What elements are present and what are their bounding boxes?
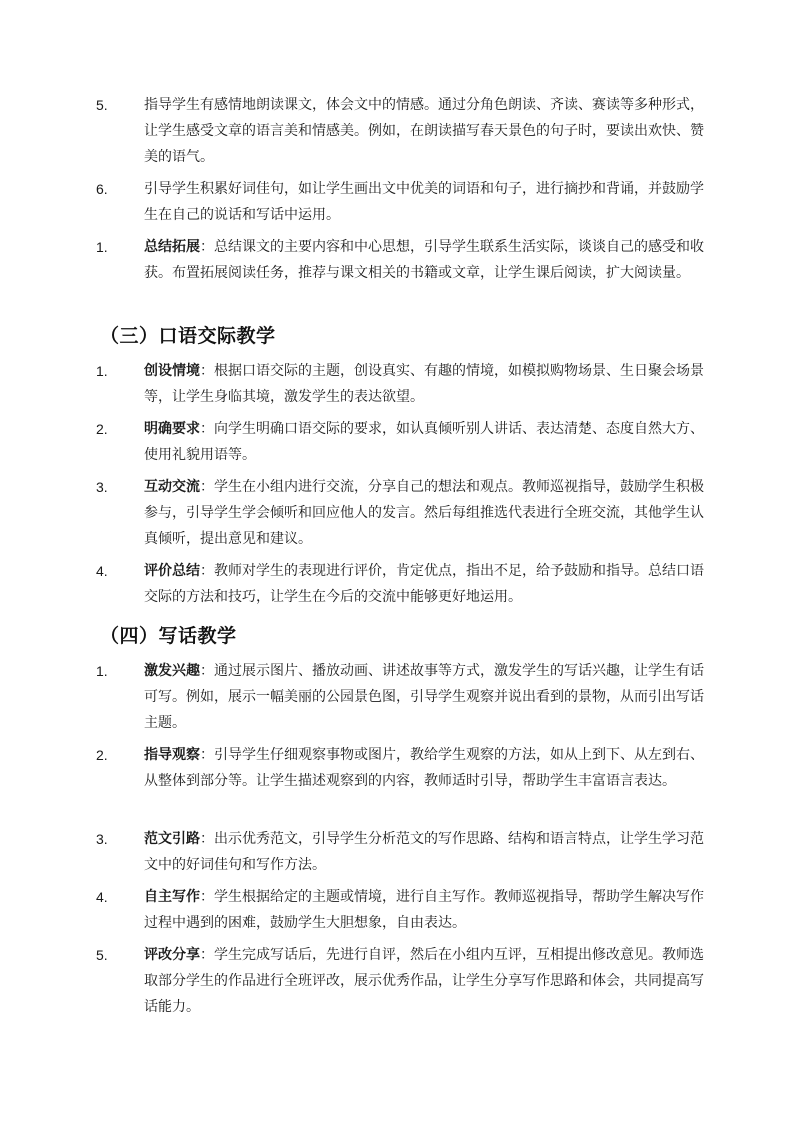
item-label: 激发兴趣 — [144, 663, 200, 679]
item-text — [144, 826, 704, 878]
list-item — [0, 658, 794, 742]
item-number: 1. — [96, 363, 108, 379]
section-heading-writing: （四）写话教学 — [100, 625, 237, 647]
item-text — [144, 658, 704, 736]
item-text — [144, 942, 704, 1020]
item-number: 2. — [96, 747, 108, 763]
item-label: 评改分享 — [144, 947, 200, 963]
oral-communication-list — [0, 358, 794, 616]
item-label: 自主写作 — [144, 889, 200, 905]
item-text — [144, 92, 704, 170]
item-label: 范文引路 — [144, 831, 200, 847]
item-number: 4. — [96, 563, 108, 579]
list-item — [0, 942, 794, 1026]
item-body: ：学生在小组内进行交流，分享自己的想法和观点。教师巡视指导，鼓励学生积极参与，引导学生学会倾听和回应他人的发言。然后每组推选代表进行全班交流，其他学生认真倾听，提出意见和建议。 — [144, 479, 704, 547]
item-text — [144, 234, 704, 286]
list-item — [0, 826, 794, 884]
writing-teaching-list — [0, 658, 794, 1026]
item-body: ：学生根据给定的主题或情境，进行自主写作。教师巡视指导，帮助学生解决写作过程中遇到的困难，鼓励学生大胆想象，自由表达。 — [144, 889, 704, 931]
item-body: ：根据口语交际的主题，创设真实、有趣的情境，如模拟购物场景、生日聚会场景等，让学生身临其境，激发学生的表达欲望。 — [144, 363, 704, 405]
item-text — [144, 176, 704, 228]
item-text — [144, 742, 704, 794]
item-number: 1. — [96, 239, 108, 255]
list-item — [0, 416, 794, 474]
item-body: ：通过展示图片、播放动画、讲述故事等方式，激发学生的写话兴趣，让学生有话可写。例如，展示一幅美丽的公园景色图，引导学生观察并说出看到的景物，从而引出写话主题。 — [144, 663, 704, 731]
item-text — [144, 474, 704, 552]
item-number: 4. — [96, 889, 108, 905]
list-item — [0, 176, 794, 234]
item-body: ：向学生明确口语交际的要求，如认真倾听别人讲话、表达清楚、态度自然大方、使用礼貌用语等。 — [144, 421, 704, 463]
item-label: 创设情境 — [144, 363, 200, 379]
item-text — [144, 416, 704, 468]
item-body: ：出示优秀范文，引导学生分析范文的写作思路、结构和语言特点，让学生学习范文中的好词佳句和写作方法。 — [144, 831, 704, 873]
item-number: 2. — [96, 421, 108, 437]
item-body: ：引导学生仔细观察事物或图片，教给学生观察的方法，如从上到下、从左到右、从整体到部分等。让学生描述观察到的内容，教师适时引导，帮助学生丰富语言表达。 — [144, 747, 704, 789]
list-item — [0, 358, 794, 416]
item-number: 5. — [96, 97, 108, 113]
item-body: 指导学生有感情地朗读课文，体会文中的情感。通过分角色朗读、齐读、赛读等多种形式，让学生感受文章的语言美和情感美。例如，在朗读描写春天景色的句子时，要读出欢快、赞美的语气。 — [144, 97, 704, 165]
item-text — [144, 558, 704, 610]
item-number: 1. — [96, 663, 108, 679]
item-label: 评价总结 — [144, 563, 200, 579]
list-item — [0, 92, 794, 176]
list-item — [0, 884, 794, 942]
item-text — [144, 358, 704, 410]
reading-teaching-list — [0, 92, 794, 318]
item-number: 3. — [96, 831, 108, 847]
item-text — [144, 884, 704, 936]
item-number: 3. — [96, 479, 108, 495]
list-item — [0, 742, 794, 826]
list-item — [0, 474, 794, 558]
item-label: 互动交流 — [144, 479, 200, 495]
item-body: ：学生完成写话后，先进行自评，然后在小组内互评，互相提出修改意见。教师选取部分学生的作品进行全班评改，展示优秀作品，让学生分享写作思路和体会，共同提高写话能力。 — [144, 947, 704, 1015]
item-number: 6. — [96, 181, 108, 197]
item-label: 明确要求 — [144, 421, 200, 437]
item-label: 总结拓展 — [144, 239, 200, 255]
section-heading-oral-communication: （三）口语交际教学 — [100, 325, 276, 347]
item-body: 引导学生积累好词佳句，如让学生画出文中优美的词语和句子，进行摘抄和背诵，并鼓励学生在自己的说话和写话中运用。 — [144, 181, 704, 223]
list-item — [0, 558, 794, 616]
item-number: 5. — [96, 947, 108, 963]
item-body: ：总结课文的主要内容和中心思想，引导学生联系生活实际，谈谈自己的感受和收获。布置拓展阅读任务，推荐与课文相关的书籍或文章，让学生课后阅读，扩大阅读量。 — [144, 239, 704, 281]
item-body: ：教师对学生的表现进行评价，肯定优点，指出不足，给予鼓励和指导。总结口语交际的方法和技巧，让学生在今后的交流中能够更好地运用。 — [144, 563, 704, 605]
list-item — [0, 234, 794, 318]
item-label: 指导观察 — [144, 747, 200, 763]
